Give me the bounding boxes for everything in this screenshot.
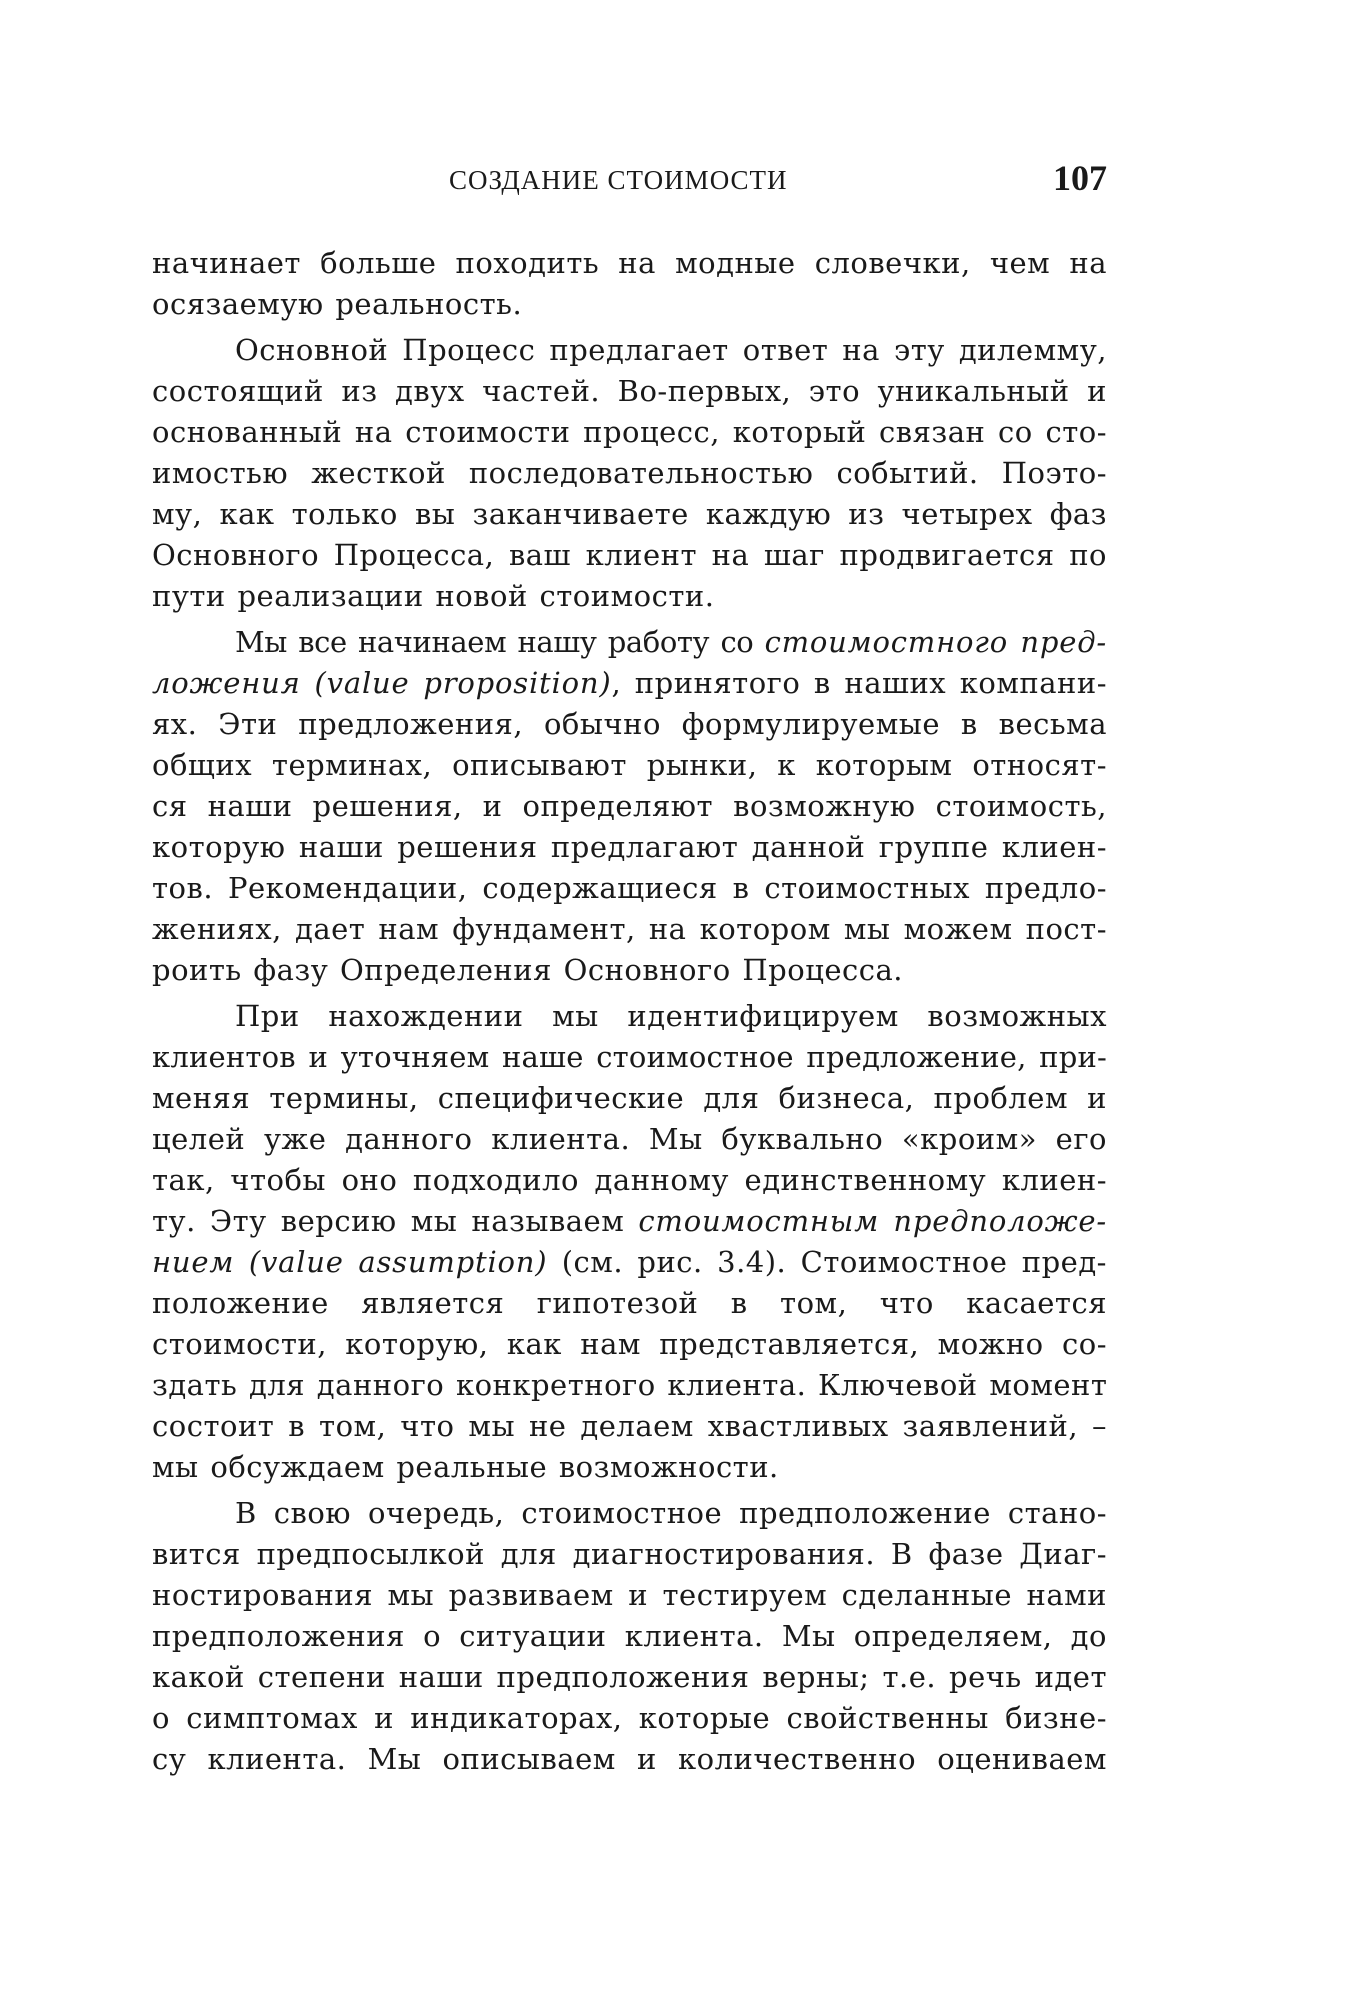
italic-term: нием (value assumption) (152, 1245, 548, 1279)
text-line: клиентов и уточняем наше стоимостное предложение, при- (152, 1040, 1107, 1074)
text-line: вится предпосылкой для диагностирования. В фазе Диаг- (152, 1537, 1107, 1571)
text-line: меняя термины, специфические для бизнеса, проблем и (152, 1081, 1107, 1115)
text-line: осязаемую реальность. (152, 287, 523, 321)
body-text (152, 243, 1107, 1780)
running-title: СОЗДАНИЕ СТОИМОСТИ (449, 165, 788, 195)
text-line: жениях, дает нам фундамент, на котором мы можем пост- (152, 912, 1107, 946)
text-line: тов. Рекомендации, содержащиеся в стоимостных предло- (152, 871, 1107, 905)
text-line: начинает больше походить на модные словечки, чем на (152, 246, 1107, 280)
text-line: состоит в том, что мы не делаем хвастливых заявлений, – (152, 1409, 1107, 1443)
text-line: стоимости, которую, как нам представляется, можно со- (152, 1327, 1107, 1361)
text-line: Основного Процесса, ваш клиент на шаг продвигается по (152, 538, 1107, 572)
text-line: мы обсуждаем реальные возможности. (152, 1450, 779, 1484)
italic-term: ложения (value proposition) (152, 666, 612, 700)
text-line: имостью жесткой последовательностью событий. Поэто- (152, 456, 1107, 490)
text-line: целей уже данного клиента. Мы буквально «кроим» его (152, 1122, 1107, 1156)
text-line: ся наши решения, и определяют возможную стоимость, (152, 789, 1107, 823)
text-line: ту. Эту версию мы называем стоимостным предположе- (152, 1204, 1107, 1238)
text-line: нием (value assumption) (см. рис. 3.4). Стоимостное пред- (152, 1245, 1107, 1279)
text-line: основанный на стоимости процесс, который связан со сто- (152, 415, 1107, 449)
text-line: здать для данного конкретного клиента. Ключевой момент (152, 1368, 1108, 1402)
italic-term: стоимостным предположе- (638, 1204, 1107, 1238)
text-line: состоящий из двух частей. Во-первых, это уникальный и (152, 374, 1107, 408)
text-line: ях. Эти предложения, обычно формулируемые в весьма (152, 707, 1107, 741)
text-line: Мы все начинаем нашу работу со стоимостного пред- (235, 625, 1107, 659)
text-line: положение является гипотезой в том, что касается (152, 1286, 1107, 1320)
text-line: которую наши решения предлагают данной группе клиен- (152, 830, 1107, 864)
text-line: роить фазу Определения Основного Процесса. (152, 953, 903, 987)
text-line: му, как только вы заканчиваете каждую из четырех фаз (152, 497, 1107, 531)
text-line: о симптомах и индикаторах, которые свойственны бизне- (152, 1701, 1107, 1735)
italic-term: стоимостного пред- (764, 625, 1107, 659)
text-line: При нахождении мы идентифицируем возможных (235, 999, 1107, 1033)
text-line: В свою очередь, стоимостное предположение стано- (235, 1496, 1107, 1530)
text-line: какой степени наши предположения верны; т.е. речь идет (152, 1660, 1107, 1694)
running-head (152, 160, 1107, 200)
page-number: 107 (1053, 158, 1107, 198)
text-line: пути реализации новой стоимости. (152, 579, 715, 613)
text-line: так, чтобы оно подходило данному единственному клиен- (152, 1163, 1107, 1197)
text-line: ностирования мы развиваем и тестируем сделанные нами (152, 1578, 1107, 1612)
text-line: ложения (value proposition), принятого в наших компани- (152, 666, 1107, 700)
text-line: предположения о ситуации клиента. Мы определяем, до (152, 1619, 1107, 1653)
text-line: Основной Процесс предлагает ответ на эту дилемму, (235, 333, 1107, 367)
text-line: су клиента. Мы описываем и количественно оцениваем (152, 1742, 1107, 1776)
text-line: общих терминах, описывают рынки, к которым относят- (152, 748, 1107, 782)
